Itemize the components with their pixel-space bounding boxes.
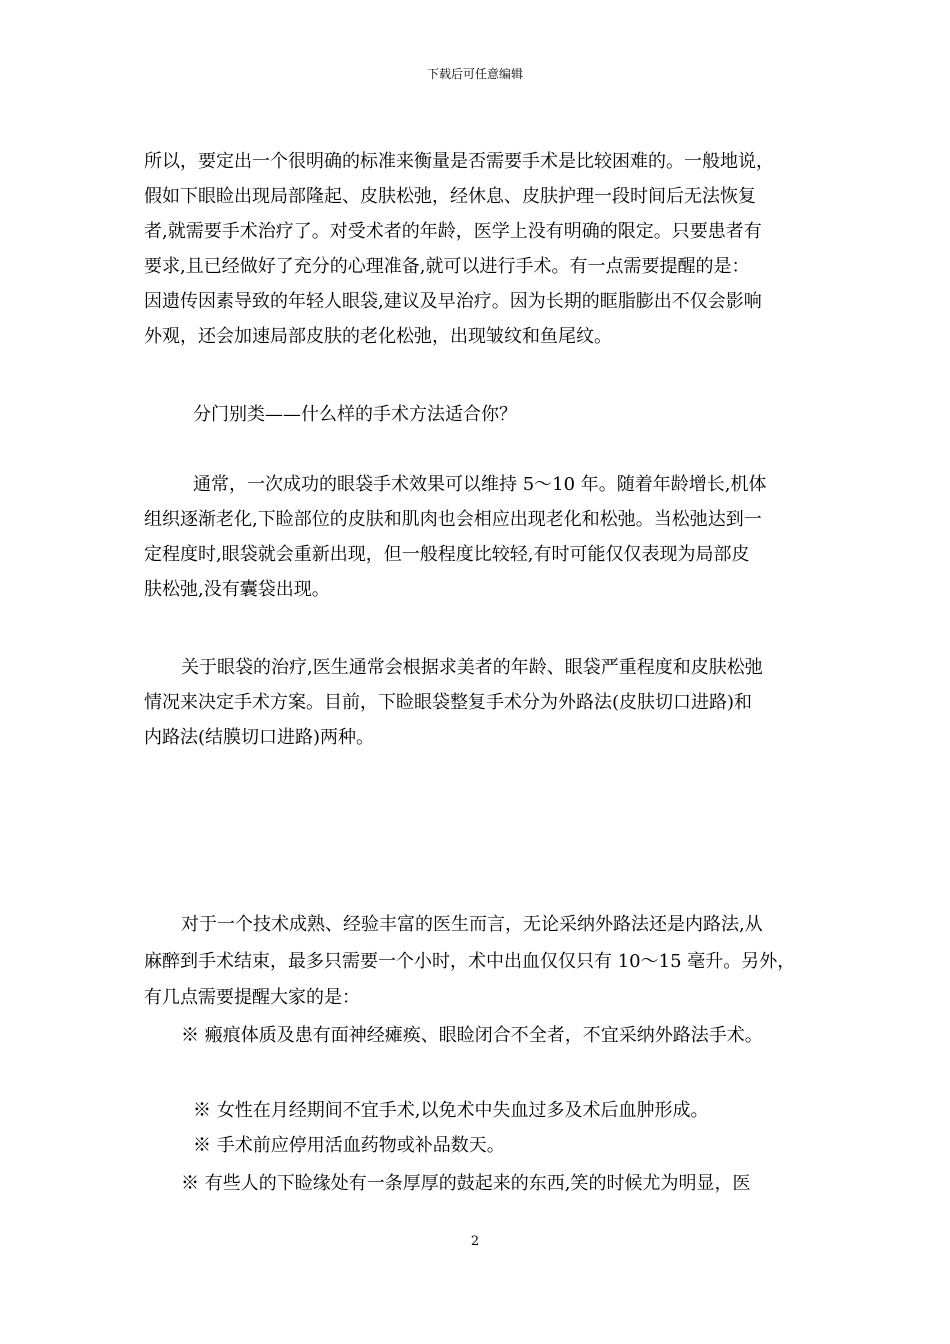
text-line: 假如下眼睑出现局部隆起、皮肤松弛，经休息、皮肤护理一段时间后无法恢复 xyxy=(144,186,756,207)
text-line: 情况来决定手术方案。目前，下睑眼袋整复手术分为外路法(皮肤切口进路)和 xyxy=(144,692,753,713)
text-line: 关于眼袋的治疗,医生通常会根据求美者的年龄、眼袋严重程度和皮肤松弛 xyxy=(181,657,763,678)
note-item: ※ 有些人的下睑缘处有一条厚厚的鼓起来的东西,笑的时候尤为明显，医 xyxy=(181,1173,751,1194)
text-line: 组织逐渐老化,下睑部位的皮肤和肌肉也会相应出现老化和松弛。当松弛达到一 xyxy=(144,509,762,530)
text-line: 者,就需要手术治疗了。对受术者的年龄，医学上没有明确的限定。只要患者有 xyxy=(144,221,762,242)
text-line: 麻醉到手术结束，最多只需要一个小时，术中出血仅仅只有 10～15 毫升。另外， xyxy=(144,951,796,972)
text-line: 有几点需要提醒大家的是： xyxy=(144,987,360,1008)
page-number: 2 xyxy=(470,1234,480,1249)
text-line: 内路法(结膜切口进路)两种。 xyxy=(144,727,375,748)
note-item: ※ 瘢痕体质及患有面神经瘫痪、眼睑闭合不全者，不宜采纳外路法手术。 xyxy=(181,1025,763,1046)
text-line: 通常，一次成功的眼袋手术效果可以维持 5～10 年。随着年龄增长,机体 xyxy=(193,474,767,495)
text-line: 定程度时,眼袋就会重新出现，但一般程度比较轻,有时可能仅仅表现为局部皮 xyxy=(144,544,750,565)
page-header: 下载后可任意编辑 xyxy=(426,67,523,81)
text-line: 要求,且已经做好了充分的心理准备,就可以进行手术。有一点需要提醒的是： xyxy=(144,256,750,277)
text-line: 肤松弛,没有囊袋出现。 xyxy=(144,579,330,600)
text-line: 所以，要定出一个很明确的标准来衡量是否需要手术是比较困难的。一般地说， xyxy=(144,151,774,172)
note-item: ※ 女性在月经期间不宜手术,以免术中失血过多及术后血肿形成。 xyxy=(193,1100,709,1121)
note-item: ※ 手术前应停用活血药物或补品数天。 xyxy=(193,1135,505,1156)
section-heading: 分门别类——什么样的手术方法适合你？ xyxy=(193,404,517,425)
text-line: 对于一个技术成熟、经验丰富的医生而言，无论采纳外路法还是内路法,从 xyxy=(181,914,763,935)
text-line: 因遗传因素导致的年轻人眼袋,建议及早治疗。因为长期的眶脂膨出不仅会影响 xyxy=(144,291,762,312)
text-line: 外观，还会加速局部皮肤的老化松弛，出现皱纹和鱼尾纹。 xyxy=(144,326,612,347)
